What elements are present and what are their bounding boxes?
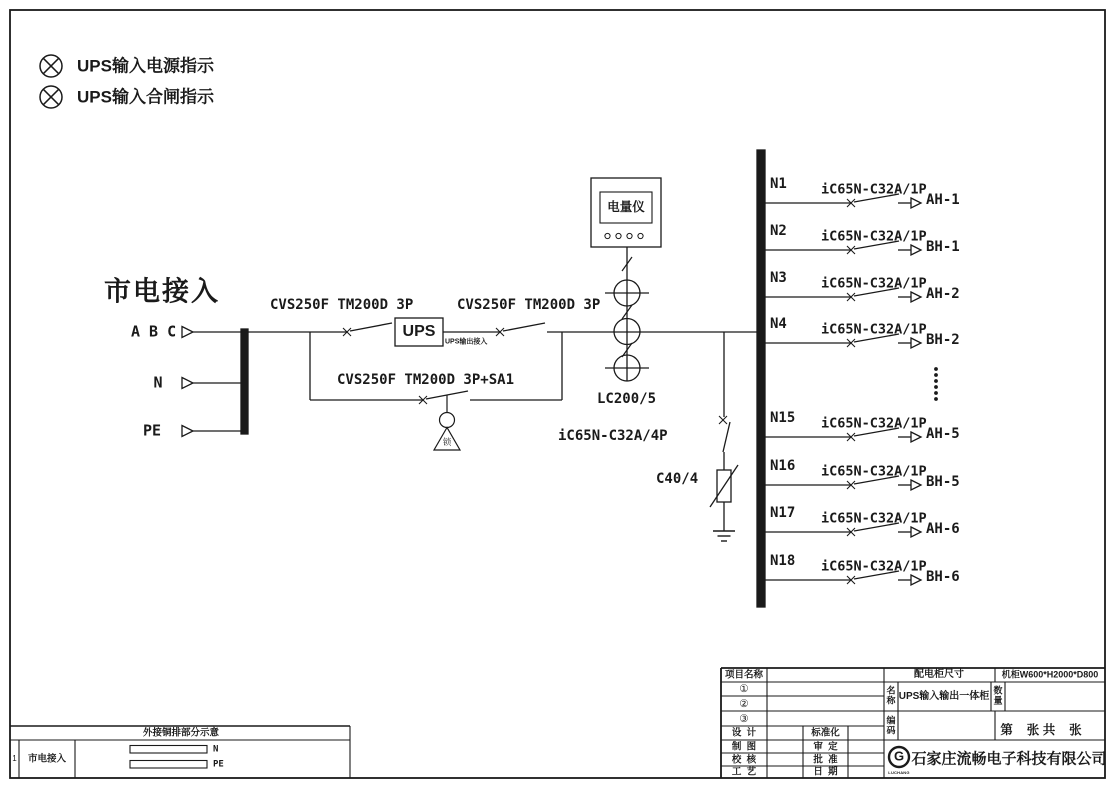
meter-label: 电量仪 bbox=[607, 199, 645, 214]
neutral-label: N bbox=[153, 373, 163, 392]
check-label: 校 核 bbox=[731, 753, 757, 765]
copper-bar-pe-label: PE bbox=[213, 759, 224, 769]
neutral-terminal-arrow-icon bbox=[182, 378, 193, 389]
approve-label: 批 准 bbox=[813, 753, 838, 765]
project-row-3: ③ bbox=[739, 712, 749, 725]
input-breaker-label: CVS250F TM200D 3P bbox=[270, 297, 414, 313]
branch-breaker-label: iC65N-C32A/1P bbox=[821, 510, 927, 527]
copper-bar-n bbox=[130, 746, 207, 754]
design-label: 设 计 bbox=[731, 727, 757, 739]
ellipsis-dots-icon bbox=[934, 367, 938, 401]
branch-id: N4 bbox=[770, 316, 787, 332]
pe-terminal-arrow-icon bbox=[182, 426, 193, 437]
distribution-busbar bbox=[757, 150, 765, 607]
craft-label: 工 艺 bbox=[731, 766, 757, 778]
bypass-branch bbox=[310, 332, 562, 450]
branch-dest-label: BH-6 bbox=[926, 569, 960, 585]
branch-feeders bbox=[765, 194, 938, 585]
branch-id: N16 bbox=[770, 458, 796, 474]
spd-device-label: C40/4 bbox=[656, 471, 699, 487]
date-label: 日 期 bbox=[813, 766, 838, 778]
branch-dest-label: BH-5 bbox=[926, 474, 960, 490]
mains-title: 市电接入 bbox=[104, 276, 220, 307]
cabinet-size-label: 配电柜尺寸 bbox=[914, 669, 964, 680]
drawing-frame bbox=[10, 10, 1105, 778]
breaker-blade bbox=[503, 323, 545, 331]
logo-letter: G bbox=[893, 748, 905, 764]
spd-breaker-label: iC65N-C32A/4P bbox=[558, 428, 668, 444]
branch-id: N3 bbox=[770, 270, 787, 286]
lock-char: 锁 bbox=[442, 436, 452, 447]
copper-bar-n-label: N bbox=[213, 744, 219, 754]
sheet-number-text: 第 张 共 张 bbox=[1000, 722, 1082, 737]
branch-breaker-label: iC65N-C32A/1P bbox=[821, 321, 927, 338]
bypass-breaker-label: CVS250F TM200D 3P+SA1 bbox=[337, 372, 515, 388]
pe-label: PE bbox=[142, 421, 162, 440]
project-row-2: ② bbox=[739, 697, 749, 710]
branch-breaker-label: iC65N-C32A/1P bbox=[821, 275, 927, 292]
branch-breaker-label: iC65N-C32A/1P bbox=[821, 558, 927, 575]
standardize-label: 标准化 bbox=[811, 727, 840, 739]
copper-note-row-no: 1 bbox=[12, 754, 17, 763]
cabinet-size-value: 机柜W600*H2000*D800 bbox=[1001, 669, 1099, 680]
breaker-blade bbox=[723, 422, 730, 452]
phase-terminal-arrow-icon bbox=[182, 327, 193, 338]
surge-protection-branch bbox=[710, 332, 738, 541]
ups-output-note: UPS输出接入 bbox=[445, 338, 488, 346]
copper-note-title: 外接铜排部分示意 bbox=[142, 727, 220, 739]
branch-dest-label: BH-1 bbox=[926, 239, 960, 255]
name-label: 名称 bbox=[886, 685, 896, 706]
company-name: 石家庄流畅电子科技有限公司 bbox=[911, 750, 1107, 768]
project-row-1: ① bbox=[739, 682, 749, 695]
branch-breaker-label: iC65N-C32A/1P bbox=[821, 415, 927, 432]
lamp-power-label: UPS输入电源指示 bbox=[77, 56, 214, 76]
branch-breaker-label: iC65N-C32A/1P bbox=[821, 463, 927, 480]
output-breaker-label: CVS250F TM200D 3P bbox=[457, 297, 601, 313]
phase-label: A B C bbox=[131, 322, 177, 341]
branch-id: N1 bbox=[770, 176, 787, 192]
logo-subtext: LUCHANG bbox=[888, 769, 910, 775]
current-transformers bbox=[605, 247, 649, 381]
ground-icon bbox=[713, 531, 735, 541]
review-label: 审 定 bbox=[813, 740, 838, 752]
branch-dest-label: BH-2 bbox=[926, 332, 960, 348]
draw-label: 制 图 bbox=[731, 740, 757, 752]
branch-breaker-label: iC65N-C32A/1P bbox=[821, 228, 927, 245]
lamp-closed-label: UPS输入合闸指示 bbox=[77, 87, 214, 107]
branch-breaker-label: iC65N-C32A/1P bbox=[821, 181, 927, 198]
branch-id: N15 bbox=[770, 410, 796, 426]
breaker-blade bbox=[350, 323, 392, 331]
mains-input-terminals bbox=[182, 327, 248, 437]
branch-id: N2 bbox=[770, 223, 787, 239]
project-name-label: 项目名称 bbox=[724, 669, 764, 681]
branch-dest-label: AH-5 bbox=[926, 426, 960, 442]
branch-dest-label: AH-1 bbox=[926, 192, 960, 208]
input-busbar bbox=[241, 329, 248, 434]
branch-dest-label: AH-6 bbox=[926, 521, 960, 537]
ups-label: UPS bbox=[402, 323, 436, 340]
branch-id: N17 bbox=[770, 505, 796, 521]
ct-label: LC200/5 bbox=[597, 391, 657, 407]
branch-id: N18 bbox=[770, 553, 796, 569]
copper-note-row-label: 市电接入 bbox=[27, 753, 67, 765]
indicator-lamp-icon bbox=[40, 55, 62, 108]
qty-label: 数量 bbox=[993, 685, 1003, 706]
branch-dest-label: AH-2 bbox=[926, 286, 960, 302]
cabinet-name-value: UPS输入输出一体柜 bbox=[898, 690, 990, 702]
code-label: 编码 bbox=[886, 715, 896, 736]
copper-bar-pe bbox=[130, 761, 207, 769]
